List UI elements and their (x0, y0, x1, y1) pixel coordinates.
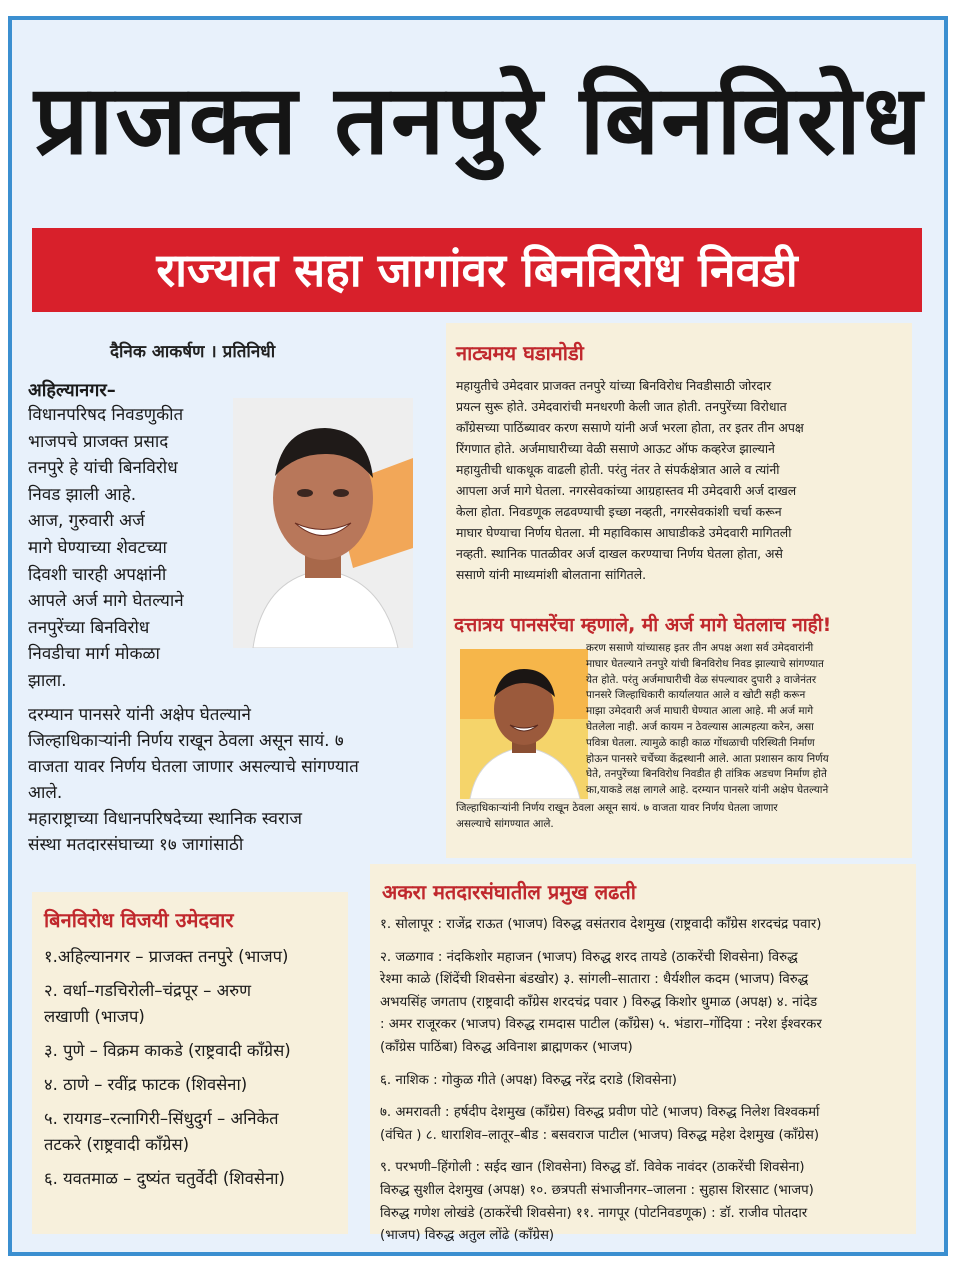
winner-item (44, 1038, 344, 1064)
body-line: वाजता यावर निर्णय घेतला जाणार असल्याचे सांगण्यात (28, 757, 359, 777)
body-line: महाराष्ट्राच्या विधानपरिषदेच्या स्थानिक स्वराज (28, 809, 302, 829)
contest-line: ६. नाशिक : गोकुळ गीते (अपक्ष) विरुद्ध नरेंद्र दराडे (शिवसेना) (380, 1072, 677, 1088)
pansare-line: करण ससाणे यांच्यासह इतर तीन अपक्ष अशा सर्व उमेदवारांनी (586, 642, 814, 654)
contest-group (380, 1102, 912, 1147)
contests-heading: अकरा मतदारसंघातील प्रमुख लढती (382, 880, 636, 904)
drama-line: नव्हती. स्थानिक पातळीवर अर्ज दाखल करण्याचा निर्णय घेतला होता, असे (456, 546, 783, 561)
contest-group (380, 1070, 912, 1093)
lead-line: आपले अर्ज मागे घेतल्याने (28, 591, 184, 612)
pansare-line: पानसरे जिल्हाधिकारी कार्यालयात आले व खोटी सही करून (586, 689, 806, 702)
contest-line: (वंचित ) ८. धाराशिव–लातूर–बीड : बसवराज पाटील (भाजप) विरुद्ध महेश देशमुख (काँग्रेस) (380, 1127, 820, 1143)
pansare-line: घेतलेला नाही. अर्ज कायम न ठेवल्यास आत्महत्या करेन, असा (586, 720, 814, 733)
lead-line: आज, गुरुवारी अर्ज (28, 511, 145, 532)
drama-line: महायुतीची धाकधूक वाढली होती. परंतु नंतर ते संपर्कक्षेत्रात आले व त्यांनी (456, 462, 780, 477)
winner-line: १.अहिल्यानगर – प्राजक्त तनपुरे (भाजप) (44, 947, 289, 966)
pansare-paragraph (586, 641, 906, 799)
portrait-image (460, 649, 588, 799)
pansare-paragraph-end (456, 801, 906, 833)
contest-line: १. सोलापूर : राजेंद्र राऊत (भाजप) विरुद्ध वसंतराव देशमुख (राष्ट्रवादी काँग्रेस शरदचंद्र पवार) (380, 917, 822, 932)
contest-line: विरुद्ध गणेश लोखंडे (ठाकरेंची शिवसेना) ११. नागपूर (पोटनिवडणूक) : डॉ. राजीव पोतदार (380, 1205, 808, 1221)
winners-heading: बिनविरोध विजयी उमेदवार (44, 908, 234, 932)
pansare-line: पवित्रा घेतला. त्यामुळे काही काळ गोंधळाची परिस्थिती निर्माण (586, 736, 815, 749)
lead-line: तनपुरे हे यांची बिनविरोध (28, 458, 178, 479)
subheadline-banner: राज्यात सहा जागांवर बिनविरोध निवडी (32, 228, 922, 312)
contest-line: (भाजप) विरुद्ध अतुल लोंढे (काँग्रेस) (380, 1228, 555, 1244)
winner-line: ५. रायगड–रत्नागिरी–सिंधुदुर्ग – अनिकेत (44, 1109, 279, 1128)
dateline-place: अहिल्यानगर– (28, 380, 116, 401)
pansare-line: माघार घेतल्याने तनपुरे यांची बिनविरोध निवड झाल्याचे सांगण्यात (586, 657, 824, 670)
portrait-image (233, 398, 413, 648)
body-line: जिल्हाधिकाऱ्यांनी निर्णय राखून ठेवला असून सायं. ७ (28, 731, 344, 751)
sidebar-drama-box (446, 323, 912, 858)
contest-line: विरुद्ध सुशील देशमुख (अपक्ष) १०. छत्रपती संभाजीनगर–जालना : सुहास शिरसाट (भाजप) (380, 1182, 814, 1198)
winner-item (44, 1106, 344, 1158)
drama-line: ससाणे यांनी माध्यमांशी बोलताना सांगितले. (456, 567, 647, 582)
pansare-line: होऊन पानसरे चर्चेच्या केंद्रस्थानी आले. आता प्रशासन काय निर्णय (586, 752, 829, 765)
lead-line: तनपुरेंच्या बिनविरोध (28, 617, 150, 638)
winner-line: ३. पुणे – विक्रम काकडे (राष्ट्रवादी काँग्रेस) (44, 1041, 291, 1060)
contest-group (380, 1157, 912, 1247)
lead-line: मागे घेण्याच्या शेवटच्या (28, 537, 167, 558)
drama-heading: नाट्यमय घडामोडी (456, 341, 584, 365)
contest-line: : अमर राजूरकर (भाजप) विरुद्ध रामदास पाटील (काँग्रेस) ५. भंडारा–गोंदिया : नरेश ईश्वरकर (380, 1017, 822, 1033)
drama-line: प्रयत्न सुरू होते. उमेदवारांची मनधरणी केली जात होती. तनपुरेंच्या विरोधात (456, 399, 787, 414)
contest-group (380, 914, 912, 937)
pansare-line: असल्याचे सांगण्यात आले. (456, 817, 554, 830)
contests-list (380, 914, 912, 1258)
lead-line: विधानपरिषद निवडणुकीत (28, 405, 184, 425)
lead-paragraph (28, 402, 228, 695)
byline: दैनिक आकर्षण । प्रतिनिधी (110, 342, 276, 362)
pansare-heading: दत्तात्रय पानसरेंचा म्हणाले, मी अर्ज मागे घेतलाच नाही! (454, 614, 832, 636)
lead-line: निवड झाली आहे. (28, 484, 137, 505)
pansare-line: जिल्हाधिकाऱ्यांनी निर्णय राखून ठेवला असून सायं. ७ वाजता यावर निर्णय घेतला जाणार (456, 802, 778, 814)
body-line: संस्था मतदारसंघाच्या १७ जागांसाठी (28, 835, 244, 855)
contest-line: ९. परभणी–हिंगोली : सईद खान (शिवसेना) विरुद्ध डॉ. विवेक नावंदर (ठाकरेंची शिवसेना) (380, 1160, 805, 1176)
winner-line: लखाणी (भाजप) (44, 1007, 145, 1026)
winner-item (44, 944, 344, 970)
contest-line: अभयसिंह जगताप (राष्ट्रवादी काँग्रेस शरदचंद्र पवार ) विरुद्ध किशोर धुमाळ (अपक्ष) ४. नांदेड (380, 994, 818, 1010)
lead-line: झाला. (28, 670, 67, 691)
body-line: दरम्यान पानसरे यांनी अक्षेप घेतल्याने (28, 705, 251, 725)
drama-paragraph (456, 375, 906, 585)
pansare-line: येत होते. परंतु अर्जमाघारीची वेळ संपल्यावर दुपारी ३ वाजेनंतर (586, 673, 817, 686)
drama-line: महायुतीचे उमेदवार प्राजक्त तनपुरे यांच्या बिनविरोध निवडीसाठी जोरदार (456, 378, 772, 393)
winner-line: २. वर्धा–गडचिरोली–चंद्रपूर – अरुण (44, 981, 252, 1000)
portrait-photo-pansare (460, 649, 588, 799)
contests-box (370, 864, 916, 1244)
contest-line: (काँग्रेस पाठिंबा) विरुद्ध अविनाश ब्राह्मणकर (भाजप) (380, 1039, 633, 1055)
lead-line: निवडीचा मार्ग मोकळा (28, 644, 160, 665)
pansare-line: माझा उमेदवारी अर्ज माघारी घेण्यात आला आहे. मी अर्ज मागे (586, 705, 814, 718)
contest-line: रेश्मा काळे (शिंदेंची शिवसेना बंडखोर) ३. सांगली–सातारा : धैर्यशील कदम (भाजप) विरुद्ध (380, 972, 809, 988)
contest-line: ७. अमरावती : हर्षदीप देशमुख (काँग्रेस) विरुद्ध प्रवीण पोटे (भाजप) विरुद्ध निलेश विश्वकर्मा (380, 1105, 820, 1121)
drama-line: केला होता. निवडणूक लढवण्याची इच्छा नव्हती, नगरसेवकांशी चर्चा करून (456, 504, 782, 519)
drama-line: आपला अर्ज मागे घेतला. नगरसेवकांच्या आग्रहास्तव मी उमेदवारी अर्ज दाखल (456, 483, 797, 498)
winner-line: तटकरे (राष्ट्रवादी काँग्रेस) (44, 1135, 190, 1154)
winner-item (44, 978, 344, 1030)
body-paragraph (28, 702, 428, 858)
portrait-photo-tanpure (233, 398, 413, 648)
contest-group (380, 947, 912, 1060)
contest-line: २. जळगाव : नंदकिशोर महाजन (भाजप) विरुद्ध शरद तायडे (ठाकरेंची शिवसेना) विरुद्ध (380, 949, 798, 965)
body-line: आले. (28, 783, 63, 803)
pansare-line: घेते, तनपुरेंच्या बिनविरोध निवडीत ही तांत्रिक अडचण निर्माण होते (586, 768, 827, 781)
drama-line: रिंगणात होते. अर्जमाघारीच्या वेळी ससाणे आऊट ऑफ कव्हरेज झाल्याने (456, 441, 775, 456)
drama-line: काँग्रेसच्या पाठिंब्यावर करण ससाणे यांनी अर्ज भरला होता, तर इतर तीन अपक्ष (456, 420, 804, 435)
lead-line: दिवशी चारही अपक्षांनी (28, 564, 167, 585)
drama-line: माघार घेण्याचा निर्णय घेतला. मी महाविकास आघाडीकडे उमेदवारी मागितली (456, 525, 792, 540)
winner-item (44, 1072, 344, 1098)
winner-line: ४. ठाणे – रवींद्र फाटक (शिवसेना) (44, 1075, 248, 1094)
lead-line: भाजपचे प्राजक्त प्रसाद (28, 431, 169, 452)
headline: प्राजक्त तनपुरे बिनविरोध (34, 64, 924, 176)
winner-line: ६. यवतमाळ – दुष्यंत चतुर्वेदी (शिवसेना) (44, 1169, 285, 1188)
winners-list (44, 944, 344, 1200)
winners-box (32, 892, 348, 1234)
winner-item (44, 1166, 344, 1192)
pansare-line: का,याकडे लक्ष लागले आहे. दरम्यान पानसरे यांनी अक्षेप घेतल्याने (586, 784, 829, 797)
